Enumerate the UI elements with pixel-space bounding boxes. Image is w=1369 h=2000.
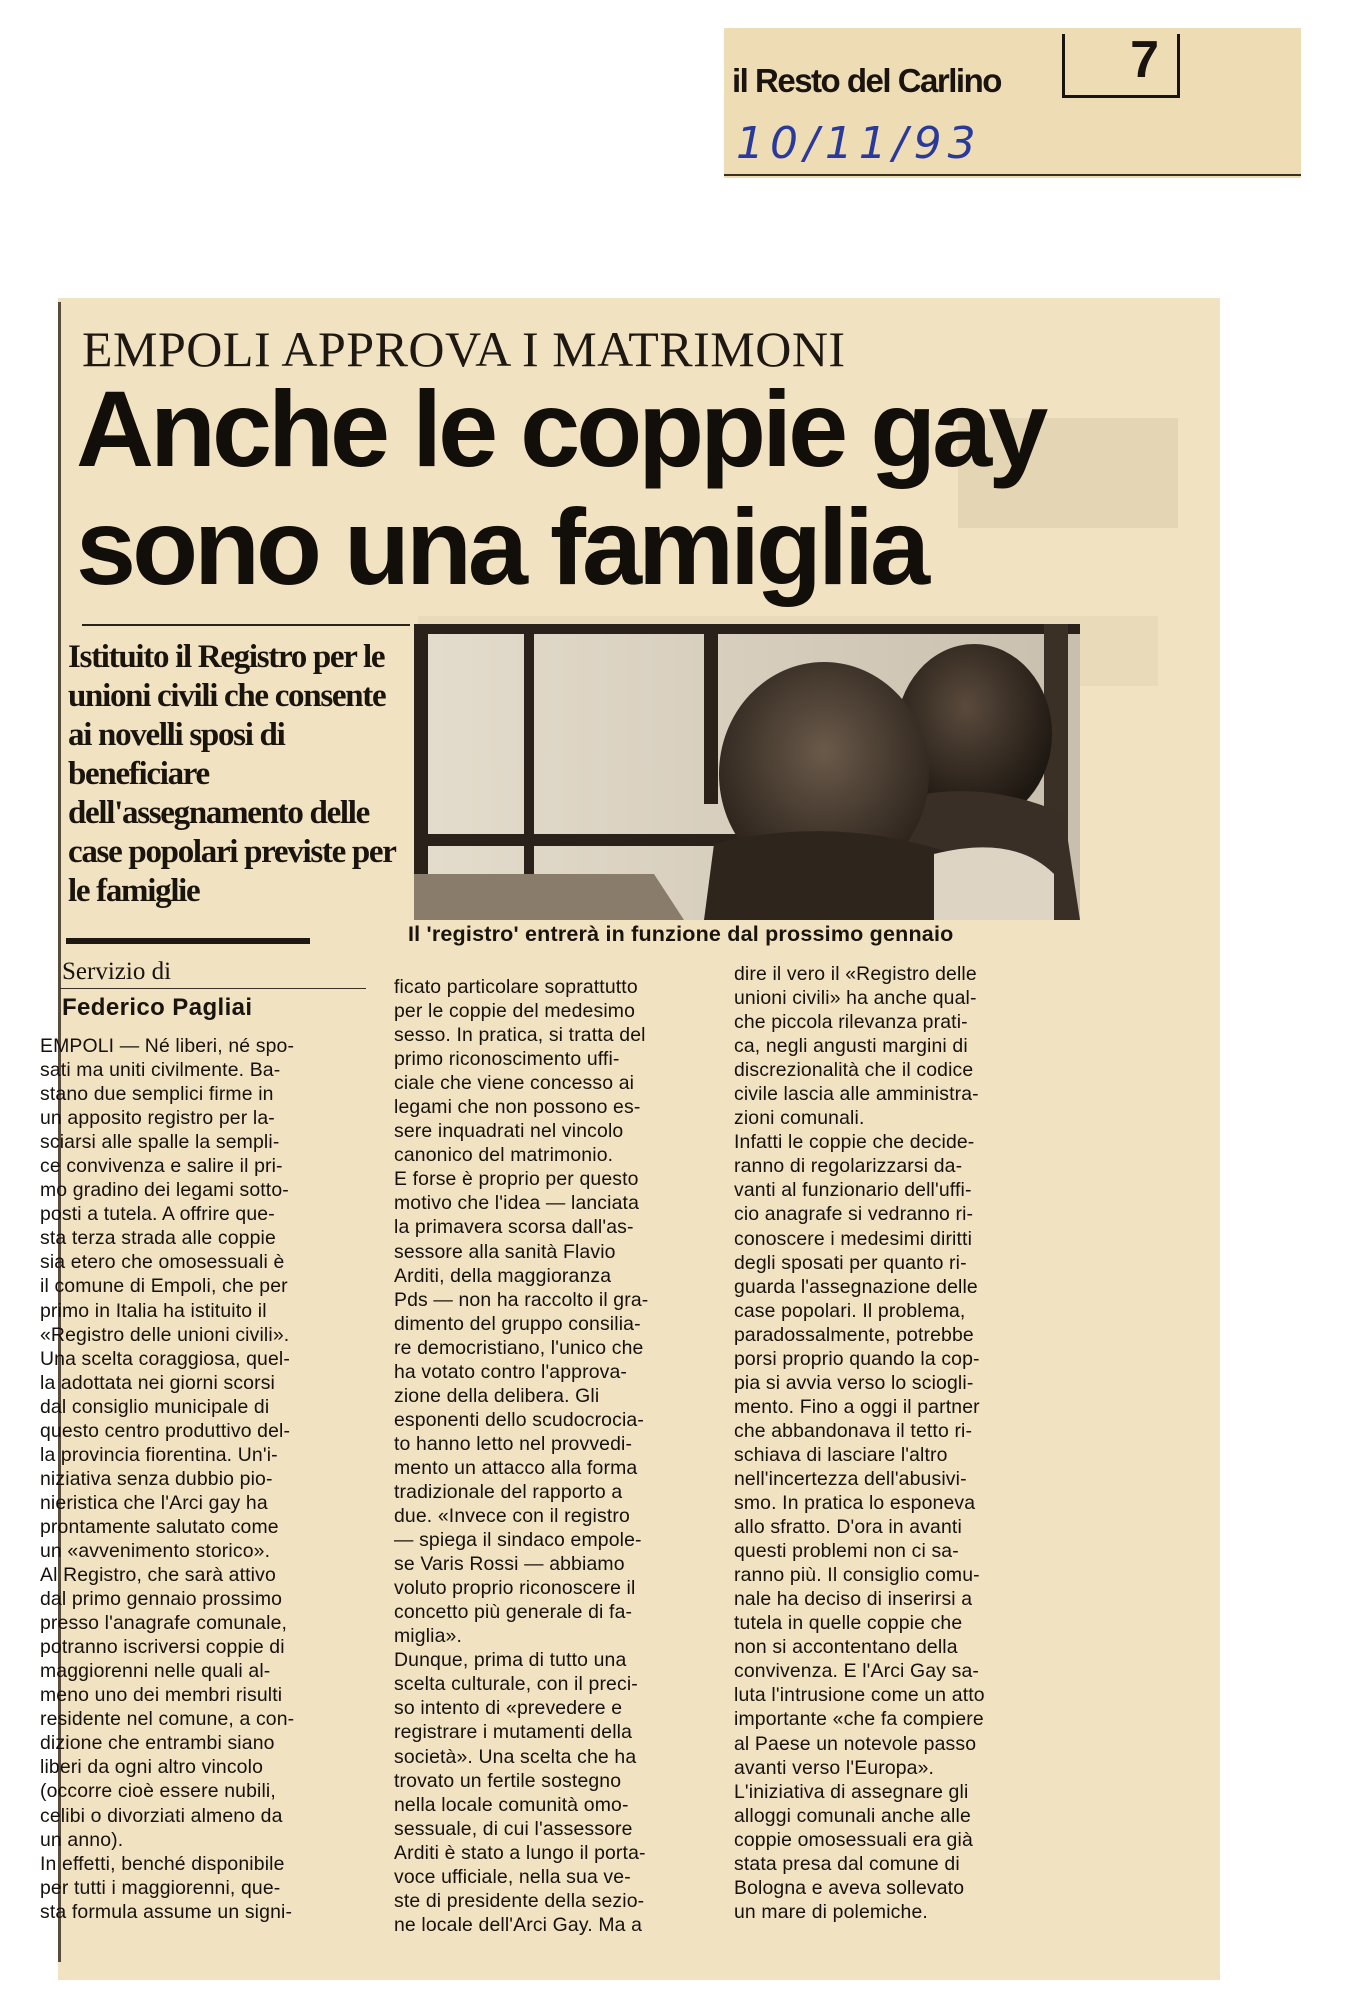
deck-rule-top — [82, 624, 410, 626]
body-column-3: dire il vero il «Registro delle unioni civili» ha anche qual- che piccola rilevanza prati- ca, negli angusti margini di discrezionalità che il codice civile lascia alle amministra- zioni comunali. Infatti le coppie che decide- ranno di regolarizzarsi da- vanti al funzionario dell'uffi- cio anagrafe si vedranno ri- conoscere i medesimi diritti degli sposati per quanto ri- guarda l'assegnazione delle case popolari. Il problema, paradossalmente, potrebbe porsi proprio quando la cop- pia si avvia verso lo sciogli- mento. Fino a oggi il partner che abbandonava il tetto ri- schiava di lasciare l'altro nell'incertezza dell'abusivi- smo. In pratica lo esponeva allo sfratto. D'ora in avanti questi problemi non ci sa- ranno più. Il consiglio comu- nale ha deciso di inserirsi a tutela in quelle coppie che non si accontentano della convivenza. E l'Arci Gay sa- luta l'intrusione come un atto importante «che fa compiere al Paese un notevole passo avanti verso l'Europa». L'iniziativa di assegnare gli alloggi comunali anche alle coppie omosessuali era già stata presa dal comune di Bologna e aveva sollevato un mare di polemiche. — [734, 963, 985, 1923]
page-number-box — [1062, 31, 1180, 98]
article-photo — [414, 624, 1080, 920]
body-column-1: EMPOLI — Né liberi, né spo- sati ma uniti civilmente. Ba- stano due semplici firme in un apposito registro per la- sciarsi alle spalle la sempli- ce convivenza e salire il pri- mo gradino dei legami sotto- posti a tutela. A offrire que- sta terza strada alle coppie sia etero che omosessuali è il comune di Empoli, che per primo in Italia ha istituito il «Registro delle unioni civili». Una scelta coraggiosa, quel- la adottata nei giorni scorsi dal consiglio municipale di questo centro produttivo del- la provincia fiorentina. Un'i- niziativa senza dubbio pio- nieristica che l'Arci gay ha prontamente salutato come un «avvenimento storico». Al Registro, che sarà attivo dal primo gennaio prossimo presso l'anagrafe comunale, potranno iscriversi coppie di maggiorenni nelle quali al- meno uno dei membri risulti residente nel comune, a con- dizione che entrambi siano liberi da ogni altro vincolo (occorre cioè essere nubili, celibi o divorziati almeno da un anno). In effetti, benché disponibile per tutti i maggiorenni, que- sta formula assume un signi- — [40, 1035, 295, 1923]
header-rule — [724, 174, 1301, 176]
masthead-clipping — [724, 28, 1301, 178]
handwritten-date: 10/11/93 — [736, 118, 982, 169]
body-column-2: ficato particolare soprattutto per le coppie del medesimo sesso. In pratica, si tratta del primo riconoscimento uffi- ciale che viene concesso ai legami che non possono es- sere inquadrati nel vincolo canonico del matrimonio. E forse è proprio per questo motivo che l'idea — lanciata la primavera scorsa dall'as- sessore alla sanità Flavio Arditi, della maggioranza Pds — non ha raccolto il gra- dimento del gruppo consilia- re democristiano, l'unico che ha votato contro l'approva- zione della delibera. Gli esponenti dello scudocrocia- to hanno letto nel provvedi- mento un attacco alla forma tradizionale del rapporto a due. «Invece con il registro — spiega il sindaco empole- se Varis Rossi — abbiamo voluto proprio riconoscere il concetto più generale di fa- miglia». Dunque, prima di tutto una scelta culturale, con il preci- so intento di «prevedere e registrare i mutamenti della società». Una scelta che ha trovato un fertile sostegno nella locale comunità omo- sessuale, di cui l'assessore Arditi è stato a lungo il porta- voce ufficiale, nella sua ve- ste di presidente della sezio- ne locale dell'Arci Gay. Ma a — [394, 976, 649, 1936]
byline-prefix: Servizio di — [62, 958, 172, 985]
photo-caption: Il 'registro' entrerà in funzione dal prossimo gennaio — [408, 922, 954, 946]
article-clipping — [40, 298, 1220, 1980]
deck-rule-bottom — [66, 938, 310, 944]
article-headline — [76, 370, 1196, 606]
byline-author: Federico Pagliai — [62, 994, 253, 1021]
byline-rule — [60, 988, 366, 989]
headline-line-2: sono una famiglia — [76, 486, 927, 607]
article-deck: Istituito il Registro per le unioni civili che consente ai novelli sposi di beneficiare dell'assegnamento delle case popolari previste per le famiglie — [68, 639, 396, 909]
page-number: 7 — [1130, 31, 1159, 89]
headline-line-1: Anche le coppie gay — [76, 368, 1045, 489]
couple-at-window-photo — [414, 624, 1080, 920]
newspaper-masthead: il Resto del Carlino — [732, 62, 1001, 99]
article-kicker: EMPOLI APPROVA I MATRIMONI — [82, 321, 846, 377]
